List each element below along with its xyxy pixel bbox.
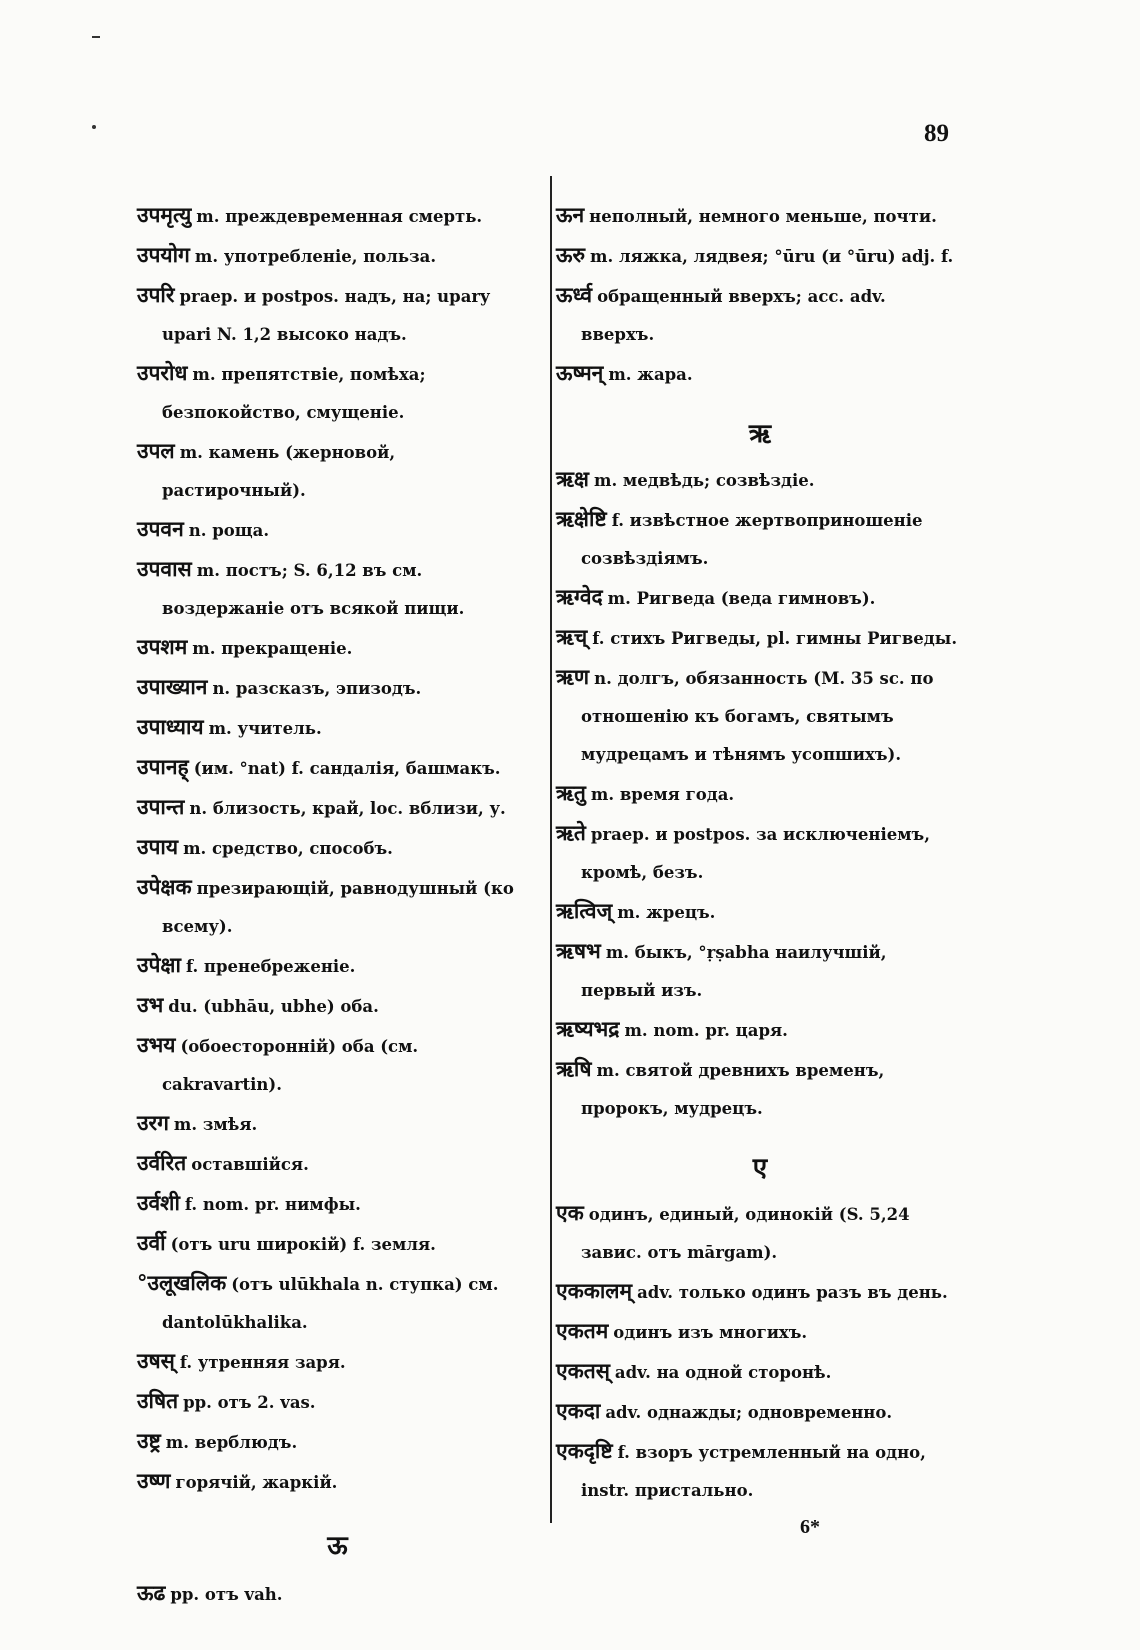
definition: m. постъ; S. 6,12 въ см. воздержаніе отъ всякой пищи. — [162, 561, 465, 618]
dictionary-entry — [137, 1382, 538, 1422]
dictionary-entry — [137, 628, 538, 668]
column-divider — [550, 176, 552, 1523]
dictionary-entry — [556, 892, 964, 932]
headword: ऋण — [556, 665, 590, 689]
headword: उभय — [137, 1033, 176, 1057]
headword: उपानह् — [137, 755, 189, 779]
headword: उष्ट्र — [137, 1429, 161, 1453]
headword: एक — [556, 1201, 584, 1225]
headword: उपयोग — [137, 243, 190, 267]
definition: (им. °nat) f. сандалія, башмакъ. — [193, 759, 501, 778]
dictionary-entry — [556, 1050, 964, 1128]
definition: m. медвѣдь; созвѣздіе. — [593, 471, 815, 490]
dictionary-entry — [556, 1194, 964, 1272]
headword: ऋत्विज् — [556, 899, 613, 923]
headword: °उलूखलिक — [137, 1271, 227, 1295]
headword: ऊन — [556, 203, 585, 227]
definition: praep. и postpos. за исключеніемъ, кромѣ, безъ. — [581, 825, 930, 882]
dictionary-entry — [556, 1010, 964, 1050]
dictionary-entry — [137, 1574, 538, 1614]
headword: उपान्त — [137, 795, 185, 819]
section-heading-e: ए — [752, 1153, 768, 1183]
headword: एकदा — [556, 1399, 601, 1423]
definition: m. время года. — [590, 785, 735, 804]
headword: एकदृष्टि — [556, 1439, 613, 1463]
speck — [92, 36, 100, 38]
headword: उपवन — [137, 517, 184, 541]
dictionary-entry — [556, 932, 964, 1010]
section-heading-r: ऋ — [748, 419, 772, 449]
definition: pp. отъ 2. vas. — [183, 1393, 316, 1412]
definition: неполный, немного меньше, почти. — [589, 207, 937, 226]
headword: उपरोध — [137, 361, 188, 385]
headword: एकतस् — [556, 1359, 610, 1383]
dictionary-entry — [556, 1352, 964, 1392]
headword: एककालम् — [556, 1279, 633, 1303]
headword: उर्वी — [137, 1231, 166, 1255]
definition: m. употребленіе, польза. — [194, 247, 437, 266]
definition: (обоесторонній) оба (см. cakravartin). — [162, 1037, 419, 1094]
definition: f. утренняя заря. — [179, 1353, 346, 1372]
dictionary-entry — [137, 1184, 538, 1224]
definition: n. разсказъ, эпизодъ. — [212, 679, 422, 698]
dictionary-entry — [556, 1272, 964, 1312]
headword: उषित — [137, 1389, 179, 1413]
dictionary-entry — [556, 774, 964, 814]
headword: उपाध्याय — [137, 715, 204, 739]
definition: m. Ригведа (веда гимновъ). — [607, 589, 876, 608]
definition: m. камень (жерновой, растирочный). — [162, 443, 396, 500]
definition: m. жрецъ. — [617, 903, 716, 922]
dictionary-entry — [556, 658, 964, 774]
headword: ऋतु — [556, 781, 586, 805]
dictionary-entry — [137, 1342, 538, 1382]
definition: adv. только одинъ разъ въ день. — [637, 1283, 948, 1302]
dictionary-entry — [137, 1224, 538, 1264]
definition: adv. на одной сторонѣ. — [614, 1363, 832, 1382]
definition: f. nom. pr. нимфы. — [184, 1195, 361, 1214]
headword: उपाख्यान — [137, 675, 208, 699]
definition: n. долгъ, обязанность (M. 35 sc. по отношенію къ богамъ, святымъ мудрецамъ и тѣнямъ усопшихъ). — [581, 669, 934, 764]
definition: одинъ изъ многихъ. — [613, 1323, 808, 1342]
definition: m. средство, способъ. — [183, 839, 393, 858]
dictionary-entry — [137, 1144, 538, 1184]
headword: ऋच् — [556, 625, 588, 649]
dictionary-entry — [137, 868, 538, 946]
headword: ऋषभ — [556, 939, 601, 963]
dictionary-entry — [556, 196, 964, 236]
definition: m. змѣя. — [173, 1115, 258, 1134]
headword: ऋक्ष — [556, 467, 589, 491]
definition: одинъ, единый, одинокій (S. 5,24 завис. отъ mārgam). — [581, 1205, 910, 1262]
definition: n. роща. — [188, 521, 270, 540]
headword: ऋग्वेद — [556, 585, 603, 609]
headword: उपरि — [137, 283, 175, 307]
dictionary-entry — [137, 1264, 538, 1342]
definition: pp. отъ vah. — [170, 1585, 283, 1604]
dictionary-entry — [137, 354, 538, 432]
headword: उपशम — [137, 635, 188, 659]
definition: f. стихъ Ригведы, pl. гимны Ригведы. — [592, 629, 958, 648]
definition: горячій, жаркій. — [175, 1473, 338, 1492]
headword: उरग — [137, 1111, 169, 1135]
right-column — [556, 196, 964, 1510]
dictionary-entry — [556, 354, 964, 394]
dictionary-entry — [137, 550, 538, 628]
definition: m. nom. pr. царя. — [624, 1021, 788, 1040]
dictionary-entry — [556, 618, 964, 658]
definition: adv. однажды; одновременно. — [605, 1403, 893, 1422]
dictionary-entry — [137, 276, 538, 354]
headword: ऋते — [556, 821, 586, 845]
dictionary-entry — [556, 1432, 964, 1510]
dictionary-entry — [556, 1312, 964, 1352]
dictionary-entry — [556, 500, 964, 578]
dictionary-entry — [137, 510, 538, 550]
dictionary-entry — [556, 236, 964, 276]
definition: f. извѣстное жертвоприношеніе созвѣздіямъ. — [581, 511, 923, 568]
definition: m. жара. — [608, 365, 693, 384]
definition: praep. и postpos. надъ, на; upary upari N. 1,2 высоко надъ. — [162, 287, 490, 344]
dictionary-entry — [556, 1392, 964, 1432]
definition: презирающій, равнодушный (ко всему). — [162, 879, 514, 936]
headword: ऊढ — [137, 1581, 166, 1605]
dictionary-entry — [556, 276, 964, 354]
definition: m. препятствіе, помѣха; безпокойство, смущеніе. — [162, 365, 426, 422]
dictionary-entry — [137, 1104, 538, 1144]
dictionary-entry — [556, 460, 964, 500]
headword: उपेक्षक — [137, 875, 192, 899]
dictionary-entry — [137, 668, 538, 708]
page-number: 89 — [924, 120, 949, 147]
headword: एकतम — [556, 1319, 609, 1343]
dictionary-entry — [137, 708, 538, 748]
dictionary-entry — [137, 432, 538, 510]
definition: n. близость, край, loc. вблизи, у. — [189, 799, 506, 818]
headword: ऊरु — [556, 243, 586, 267]
definition: f. пренебреженіе. — [185, 957, 356, 976]
headword: ऊर्ध्व — [556, 283, 593, 307]
dictionary-entry — [556, 814, 964, 892]
dictionary-entry — [137, 1462, 538, 1502]
headword: उपवास — [137, 557, 192, 581]
definition: m. учитель. — [208, 719, 322, 738]
dictionary-entry — [137, 748, 538, 788]
definition: оставшійся. — [191, 1155, 309, 1174]
dictionary-entry — [137, 986, 538, 1026]
definition: обращенный вверхъ; acc. adv. вверхъ. — [581, 287, 886, 344]
dictionary-entry — [137, 946, 538, 986]
sheet-signature: 6* — [800, 1516, 820, 1538]
headword: उषस् — [137, 1349, 175, 1373]
definition: m. прекращеніе. — [192, 639, 353, 658]
section-heading-uu: ऊ — [327, 1531, 348, 1561]
definition: m. верблюдъ. — [165, 1433, 298, 1452]
definition: (отъ uru широкій) f. земля. — [170, 1235, 436, 1254]
headword: उभ — [137, 993, 164, 1017]
dictionary-entry — [137, 236, 538, 276]
definition: du. (ubhāu, ubhe) оба. — [168, 997, 379, 1016]
dictionary-entry — [556, 578, 964, 618]
dictionary-entry — [137, 1422, 538, 1462]
headword: उपाय — [137, 835, 179, 859]
headword: ऋक्षेष्टि — [556, 507, 607, 531]
definition: m. святой древнихъ временъ, пророкъ, мудрецъ. — [581, 1061, 885, 1118]
headword: उर्वरित — [137, 1151, 187, 1175]
dictionary-entry — [137, 788, 538, 828]
headword: उर्वशी — [137, 1191, 180, 1215]
headword: उपल — [137, 439, 175, 463]
definition: (отъ ulūkhala n. ступка) см. dantolūkhalika. — [162, 1275, 499, 1332]
dictionary-entry — [137, 1026, 538, 1104]
headword: उपमृत्यु — [137, 203, 192, 227]
definition: m. преждевременная смерть. — [196, 207, 483, 226]
headword: उष्ण — [137, 1469, 171, 1493]
left-column — [137, 196, 538, 1614]
speck — [92, 125, 96, 129]
definition: f. взоръ устремленный на одно, instr. пристально. — [581, 1443, 926, 1500]
headword: ऋषि — [556, 1057, 592, 1081]
dictionary-entry — [137, 828, 538, 868]
headword: ऊष्मन् — [556, 361, 604, 385]
definition: m. ляжка, лядвея; °ūru (и °ūru) adj. f. — [590, 247, 954, 266]
definition: m. быкъ, °ṛṣabha наилучшій, первый изъ. — [581, 943, 887, 1000]
headword: उपेक्षा — [137, 953, 181, 977]
headword: ऋष्यभद्र — [556, 1017, 620, 1041]
dictionary-entry — [137, 196, 538, 236]
